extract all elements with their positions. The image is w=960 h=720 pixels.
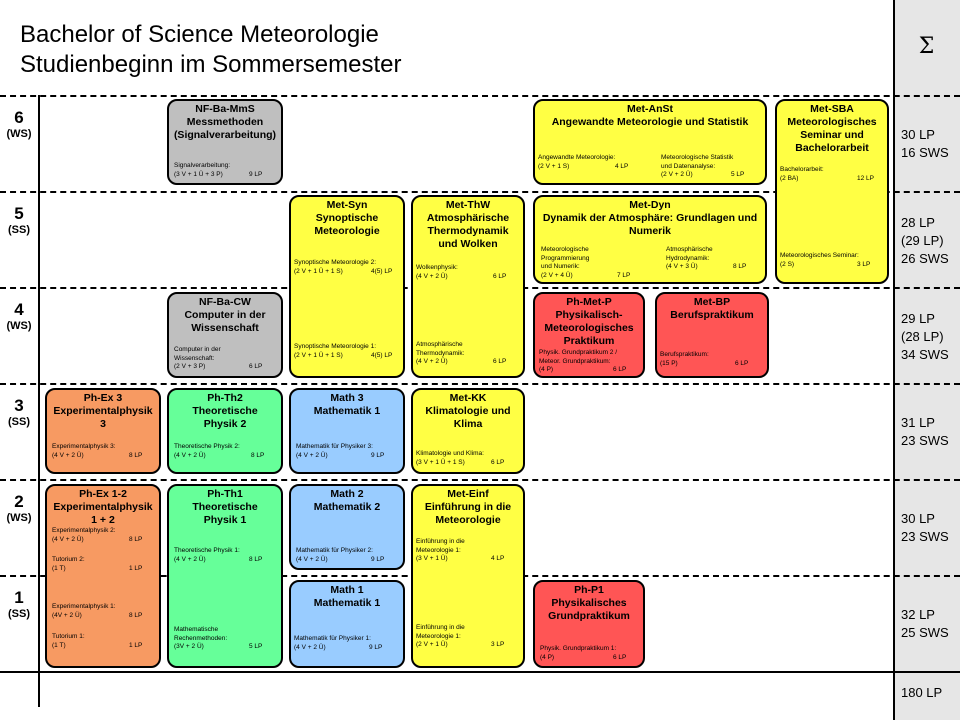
course-credits: 1 LP: [129, 641, 143, 649]
course-entry: Meteorologisches Seminar: (2 S): [780, 252, 859, 268]
module-ph-th2: [167, 388, 283, 474]
semester-sum-6: 30 LP 16 SWS: [901, 127, 949, 160]
module-met-kk: [411, 388, 525, 474]
course-entry: Theoretische Physik 2: (4 V + 2 Ü): [174, 443, 240, 459]
module-heading: Met-ThW Atmosphärische Thermodynamik und Wolken: [426, 199, 510, 250]
module-nf-ba-mms: [167, 99, 283, 185]
module-heading: NF-Ba-MmS Messmethoden (Signalverarbeitung): [173, 103, 277, 141]
course-credits: 9 LP: [371, 451, 385, 459]
module-heading: Ph-Th1 Theoretische Physik 1: [192, 488, 258, 526]
course-credits: 8 LP: [129, 451, 143, 459]
course-credits: 3 LP: [491, 641, 505, 648]
course-entry: Atmosphärische Thermodynamik: (4 V + 2 Ü): [416, 341, 465, 365]
module-ph-p1: [533, 580, 645, 668]
semester-sum-1: 32 LP 25 SWS: [901, 607, 949, 640]
course-credits: 8 LP: [249, 555, 263, 563]
course-credits: 8 LP: [129, 535, 143, 543]
module-heading: Met-Dyn Dynamik der Atmosphäre: Grundlagen und Numerik: [542, 199, 758, 237]
row-divider: [0, 479, 960, 481]
course-entry: Atmosphärische Hydrodynamik: (4 V + 3 Ü): [666, 246, 713, 270]
module-heading: Met-KK Klimatologie und Klima: [425, 392, 511, 430]
module-math-3: [289, 388, 405, 474]
module-met-einf: [411, 484, 525, 668]
course-credits: 12 LP: [857, 174, 874, 182]
course-entry: Synoptische Meteorologie 2: (2 V + 1 Ü + 1 S): [294, 259, 377, 275]
course-credits: 6 LP: [491, 458, 505, 466]
course-credits: 4 LP: [491, 555, 505, 562]
course-entry: Experimentalphysik 2: (4 V + 2 Ü): [52, 527, 116, 543]
module-ph-th1: [167, 484, 283, 668]
module-ph-ex-3: [45, 388, 161, 474]
module-met-thw: [411, 195, 525, 378]
module-heading: Math 2 Mathematik 2: [313, 488, 381, 513]
module-met-syn: [289, 195, 405, 378]
module-heading: Ph-Th2 Theoretische Physik 2: [192, 392, 258, 430]
module-met-anst: [533, 99, 767, 185]
module-ph-ex-1-2: [45, 484, 161, 668]
course-credits: 8 LP: [251, 451, 265, 459]
course-entry: Signalverarbeitung: (3 V + 1 Ü + 3 P): [174, 162, 231, 178]
module-met-sba: [775, 99, 889, 284]
course-credits: 6 LP: [735, 359, 749, 367]
course-credits: 9 LP: [249, 170, 263, 178]
course-entry: Wolkenphysik: (4 V + 2 Ü): [416, 264, 458, 280]
module-heading: Ph-Ex 1-2 Experimentalphysik 1 + 2: [53, 488, 153, 526]
total-lp: 180 LP: [901, 685, 943, 700]
course-entry: Mathematik für Physiker 3: (4 V + 2 Ü): [296, 443, 373, 459]
course-entry: Theoretische Physik 1: (4 V + 2 Ü): [174, 547, 240, 563]
course-entry: Mathematik für Physiker 1: (4 V + 2 Ü): [294, 635, 371, 651]
course-entry: Physik. Grundpraktikum 2 / Meteor. Grundpraktikum: (4 P): [539, 349, 618, 373]
row-divider: [0, 95, 960, 97]
row-divider: [0, 383, 960, 385]
course-credits: 5 LP: [249, 643, 263, 650]
course-credits: 1 LP: [129, 564, 143, 572]
module-math-2: [289, 484, 405, 570]
course-entry: Mathematik für Physiker 2: (4 V + 2 Ü): [296, 547, 373, 563]
course-credits: 8 LP: [129, 611, 143, 619]
total-divider: [0, 671, 960, 673]
course-entry: Mathematische Rechenmethoden: (3V + 2 Ü): [174, 626, 228, 650]
module-met-dyn: [533, 195, 767, 284]
module-heading: Met-SBA Meteorologisches Seminar und Bachelorarbeit: [787, 103, 877, 154]
semester-label-3: 3 (SS): [8, 396, 30, 428]
page-subtitle: Studienbeginn im Sommersemester: [20, 51, 402, 78]
course-credits: 4 LP: [615, 162, 629, 170]
semester-sum-5: 28 LP (29 LP) 26 SWS: [901, 215, 949, 266]
semester-sum-2: 30 LP 23 SWS: [901, 511, 949, 544]
course-entry: Berufspraktikum: (15 P): [660, 351, 709, 367]
course-credits: 4(5) LP: [371, 351, 393, 359]
page-title: Bachelor of Science Meteorologie: [20, 21, 379, 48]
module-heading: Math 3 Mathematik 1: [313, 392, 381, 417]
semester-axis-line: [38, 95, 40, 707]
module-heading: Math 1 Mathematik 1: [313, 584, 381, 609]
course-entry: Klimatologie und Klima: (3 V + 1 Ü + 1 S): [416, 450, 484, 466]
semester-label-1: 1 (SS): [8, 588, 30, 620]
course-entry: Einführung in die Meteorologie 1: (2 V + 1 Ü): [416, 624, 465, 648]
module-heading: Ph-Met-P Physikalisch- Meteorologisches Praktikum: [544, 296, 634, 347]
module-heading: Met-Einf Einführung in die Meteorologie: [424, 488, 512, 526]
module-math-1: [289, 580, 405, 668]
course-credits: 6 LP: [613, 366, 627, 373]
course-credits: 6 LP: [493, 272, 507, 280]
sum-header: Σ: [918, 34, 935, 59]
semester-sum-3: 31 LP 23 SWS: [901, 415, 949, 448]
module-ph-met-p: [533, 292, 645, 378]
course-credits: 3 LP: [857, 260, 871, 268]
module-met-bp: [655, 292, 769, 378]
module-nf-ba-cw: [167, 292, 283, 378]
course-entry: Tutorium 1: (1 T): [52, 633, 85, 649]
semester-label-4: 4 (WS): [6, 300, 32, 332]
module-heading: Met-BP Berufspraktikum: [670, 296, 754, 321]
semester-label-6: 6 (WS): [6, 108, 32, 140]
course-credits: 6 LP: [613, 653, 627, 661]
course-credits: 6 LP: [249, 363, 263, 370]
course-entry: Synoptische Meteorologie 1: (2 V + 1 Ü + 1 S): [294, 343, 377, 359]
course-entry: Experimentalphysik 1: (4V + 2 Ü): [52, 603, 116, 619]
course-credits: 9 LP: [369, 643, 383, 651]
course-entry: Physik. Grundpraktikum 1: (4 P): [540, 645, 617, 661]
course-credits: 9 LP: [371, 555, 385, 563]
semester-label-5: 5 (SS): [8, 204, 30, 236]
course-entry: Meteorologische Statistik und Datenanalyse: (2 V + 2 Ü): [661, 154, 734, 178]
course-credits: 4(5) LP: [371, 267, 393, 275]
course-entry: Meteorologische Programmierung und Numerik: (2 V + 4 Ü): [541, 246, 590, 279]
course-entry: Experimentalphysik 3: (4 V + 2 Ü): [52, 443, 116, 459]
course-entry: Bachelorarbeit: (2 BA): [780, 166, 824, 182]
course-credits: 7 LP: [617, 271, 631, 279]
module-heading: NF-Ba-CW Computer in der Wissenschaft: [184, 296, 266, 334]
course-entry: Computer in der Wissenschaft: (2 V + 3 P): [174, 346, 221, 370]
module-heading: Met-Syn Synoptische Meteorologie: [314, 199, 380, 237]
course-entry: Tutorium 2: (1 T): [52, 556, 85, 572]
module-heading: Met-AnSt Angewandte Meteorologie und Statistik: [551, 103, 749, 128]
semester-sum-4: 29 LP (28 LP) 34 SWS: [901, 311, 949, 362]
course-credits: 8 LP: [733, 263, 747, 270]
semester-label-2: 2 (WS): [6, 492, 32, 524]
course-entry: Angewandte Meteorologie: (2 V + 1 S): [538, 154, 616, 170]
module-heading: Ph-P1 Physikalisches Grundpraktikum: [548, 584, 630, 622]
course-credits: 5 LP: [731, 171, 745, 178]
course-entry: Einführung in die Meteorologie 1: (3 V + 1 Ü): [416, 538, 465, 562]
course-credits: 6 LP: [493, 358, 507, 365]
module-heading: Ph-Ex 3 Experimentalphysik 3: [53, 392, 153, 430]
